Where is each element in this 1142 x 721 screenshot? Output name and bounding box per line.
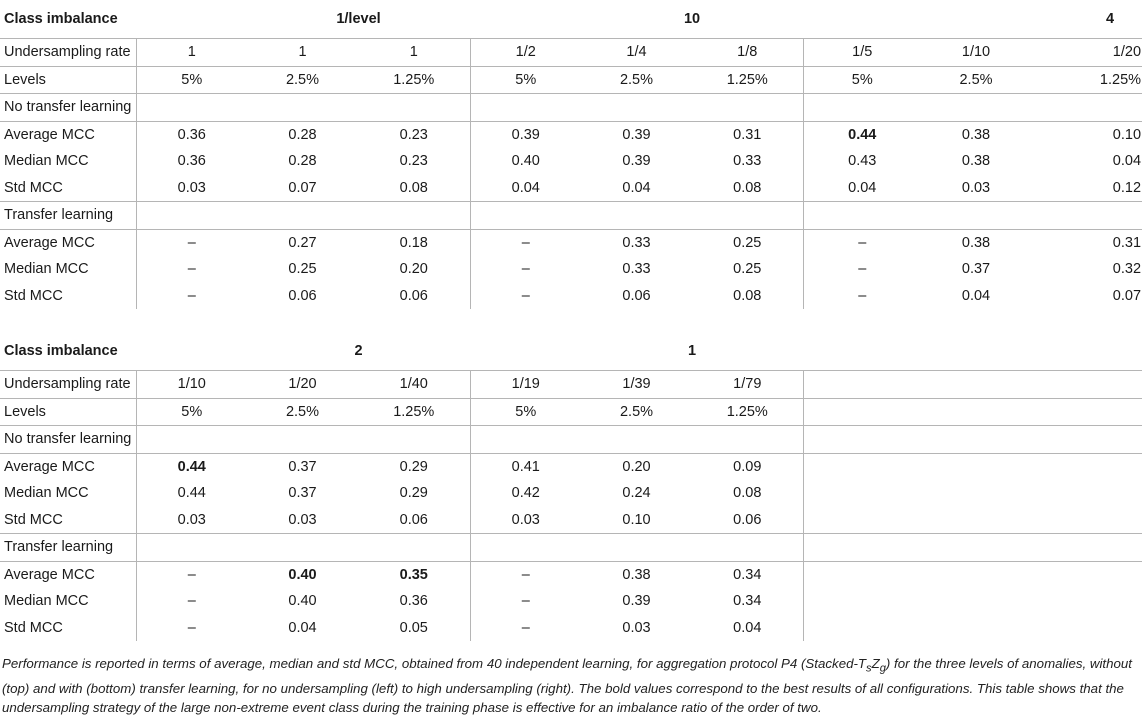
cell-value: 0.33 bbox=[622, 261, 651, 278]
cell-value: 0.37 bbox=[961, 261, 991, 278]
cell-value: 0.08 bbox=[358, 175, 470, 202]
cell-value: 1/40 bbox=[358, 371, 470, 399]
cell-value: – bbox=[858, 287, 867, 304]
cell-value: 0.04 bbox=[961, 287, 991, 304]
cell-value: 0.03 bbox=[136, 175, 247, 202]
cell-value: 2.5% bbox=[581, 398, 692, 426]
results-table-top bbox=[0, 0, 1142, 309]
no-tl-metric-row bbox=[0, 453, 1142, 480]
cell-value: – bbox=[858, 234, 867, 251]
cell-value: 0.06 bbox=[288, 287, 317, 304]
no-tl-metric-row-label: Std MCC bbox=[0, 175, 136, 202]
no-transfer-learning-row bbox=[0, 94, 1142, 122]
cell-value: 0.24 bbox=[622, 485, 651, 502]
cell-value: 0.33 bbox=[692, 148, 803, 175]
cell-value: 0.36 bbox=[177, 153, 206, 170]
cell-value: 0.03 bbox=[622, 619, 651, 636]
cell-value: 0.40 bbox=[288, 593, 317, 610]
cell-value: 5% bbox=[470, 66, 581, 94]
cell-value: 0.41 bbox=[511, 458, 540, 475]
cell-value: 0.44 bbox=[177, 485, 206, 502]
cell-value: 1/8 bbox=[692, 39, 803, 67]
cell-value: 0.03 bbox=[247, 507, 358, 534]
tl-metric-row-label: Average MCC bbox=[0, 561, 136, 588]
cell-value: 0.08 bbox=[692, 283, 803, 310]
tl-metric-row bbox=[0, 588, 1142, 615]
class-imbalance-group: 1 bbox=[687, 343, 697, 359]
cell-value: 1/20 bbox=[1031, 39, 1142, 67]
cell-value: 0.04 bbox=[470, 175, 581, 202]
cell-value: 0.39 bbox=[622, 126, 651, 143]
caption-sub-s: s bbox=[866, 662, 872, 675]
cell-value: 0.31 bbox=[1112, 234, 1142, 251]
cell-value: 1/10 bbox=[921, 39, 1031, 67]
tl-metric-row bbox=[0, 561, 1142, 588]
cell-value: 1/4 bbox=[581, 39, 692, 67]
cell-value: 0.06 bbox=[692, 507, 803, 534]
cell-value: 1.25% bbox=[1031, 66, 1142, 94]
cell-value: 0.10 bbox=[581, 507, 692, 534]
no-tl-metric-row bbox=[0, 148, 1142, 175]
cell-value: – bbox=[521, 261, 530, 278]
cell-value: – bbox=[858, 261, 867, 278]
no-transfer-learning-row-label: No transfer learning bbox=[0, 426, 136, 454]
no-tl-metric-row-label: Median MCC bbox=[0, 480, 136, 507]
cell-value: 0.33 bbox=[622, 234, 651, 251]
cell-value: 0.40 bbox=[288, 566, 317, 583]
cell-value: 5% bbox=[136, 66, 247, 94]
cell-value: – bbox=[521, 234, 530, 251]
cell-value: 1/39 bbox=[581, 371, 692, 399]
cell-value: 1.25% bbox=[358, 398, 470, 426]
cell-value: 0.10 bbox=[1112, 126, 1142, 143]
levels-row bbox=[0, 398, 1142, 426]
transfer-learning-row-label: Transfer learning bbox=[0, 534, 136, 562]
results-table-bottom bbox=[0, 332, 1142, 641]
cell-value: 1.25% bbox=[358, 66, 470, 94]
cell-value: 2.5% bbox=[921, 66, 1031, 94]
class-imbalance-group: 1/level bbox=[336, 11, 381, 27]
cell-value: 0.44 bbox=[177, 458, 206, 475]
transfer-learning-row-label: Transfer learning bbox=[0, 202, 136, 230]
tl-metric-row-label: Median MCC bbox=[0, 588, 136, 615]
class-imbalance-row bbox=[0, 332, 1142, 371]
tl-metric-row-label: Median MCC bbox=[0, 256, 136, 283]
cell-value: 0.04 bbox=[692, 615, 803, 642]
cell-value: 0.04 bbox=[581, 175, 692, 202]
cell-value: 0.40 bbox=[511, 153, 540, 170]
cell-value: 0.18 bbox=[358, 229, 470, 256]
cell-value: 1 bbox=[136, 39, 247, 67]
cell-value: 0.06 bbox=[622, 287, 651, 304]
cell-value: 0.29 bbox=[358, 453, 470, 480]
cell-value: – bbox=[187, 593, 196, 610]
cell-value: – bbox=[521, 593, 530, 610]
cell-value: 0.03 bbox=[136, 507, 247, 534]
cell-value: 0.27 bbox=[288, 234, 317, 251]
no-tl-metric-row bbox=[0, 121, 1142, 148]
cell-value: 1/2 bbox=[470, 39, 581, 67]
tl-metric-row-label: Std MCC bbox=[0, 283, 136, 310]
tl-metric-row bbox=[0, 256, 1142, 283]
cell-value: 2.5% bbox=[247, 66, 358, 94]
cell-value: 5% bbox=[136, 398, 247, 426]
cell-value: 0.28 bbox=[288, 126, 317, 143]
cell-value: 2.5% bbox=[581, 66, 692, 94]
cell-value: 0.05 bbox=[358, 615, 470, 642]
cell-value: 0.04 bbox=[803, 175, 921, 202]
undersampling-rate-row-label: Undersampling rate bbox=[0, 39, 136, 67]
tl-metric-row-label: Average MCC bbox=[0, 229, 136, 256]
undersampling-rate-row bbox=[0, 371, 1142, 399]
cell-value: – bbox=[521, 287, 530, 304]
cell-value: 0.25 bbox=[288, 261, 317, 278]
cell-value: 0.43 bbox=[848, 153, 877, 170]
class-imbalance-group: 4 bbox=[1105, 11, 1115, 27]
cell-value: 0.06 bbox=[358, 283, 470, 310]
cell-value: 1.25% bbox=[692, 398, 803, 426]
cell-value: – bbox=[187, 234, 196, 251]
cell-value: 0.37 bbox=[288, 485, 317, 502]
table-caption bbox=[2, 654, 1140, 717]
cell-value: 0.08 bbox=[692, 480, 803, 507]
cell-value: 0.03 bbox=[921, 175, 1031, 202]
no-transfer-learning-row bbox=[0, 426, 1142, 454]
cell-value: 1/10 bbox=[136, 371, 247, 399]
cell-value: – bbox=[521, 619, 530, 636]
transfer-learning-row bbox=[0, 534, 1142, 562]
cell-value: 0.03 bbox=[470, 507, 581, 534]
cell-value: – bbox=[187, 619, 196, 636]
tl-metric-row bbox=[0, 615, 1142, 642]
class-imbalance-label: Class imbalance bbox=[4, 343, 118, 359]
cell-value: 0.07 bbox=[247, 175, 358, 202]
tl-metric-row bbox=[0, 229, 1142, 256]
levels-row-label: Levels bbox=[0, 66, 136, 94]
tl-metric-row-label: Std MCC bbox=[0, 615, 136, 642]
no-tl-metric-row-label: Median MCC bbox=[0, 148, 136, 175]
cell-value: 0.38 bbox=[961, 234, 991, 251]
cell-value: 0.20 bbox=[358, 256, 470, 283]
cell-value: 1/20 bbox=[247, 371, 358, 399]
cell-value: 0.09 bbox=[692, 453, 803, 480]
cell-value: 0.20 bbox=[622, 458, 651, 475]
cell-value: 0.07 bbox=[1112, 287, 1142, 304]
cell-value: 2.5% bbox=[247, 398, 358, 426]
levels-row bbox=[0, 66, 1142, 94]
cell-value: 0.36 bbox=[358, 588, 470, 615]
cell-value: 5% bbox=[470, 398, 581, 426]
no-transfer-learning-row-label: No transfer learning bbox=[0, 94, 136, 122]
cell-value: 0.39 bbox=[622, 153, 651, 170]
caption-part1: Performance is reported in terms of average, median and std MCC, obtained from 40 independent learning, for aggregation protocol P4 (Stacked-T bbox=[2, 656, 867, 671]
cell-value: 0.39 bbox=[622, 593, 651, 610]
cell-value: 5% bbox=[803, 66, 921, 94]
cell-value: 0.38 bbox=[961, 126, 991, 143]
transfer-learning-row bbox=[0, 202, 1142, 230]
cell-value: 0.25 bbox=[692, 256, 803, 283]
no-tl-metric-row bbox=[0, 175, 1142, 202]
cell-value: 0.29 bbox=[358, 480, 470, 507]
cell-value: 1/19 bbox=[470, 371, 581, 399]
cell-value: 0.36 bbox=[177, 126, 206, 143]
class-imbalance-group: 10 bbox=[683, 11, 701, 27]
cell-value: 0.34 bbox=[692, 561, 803, 588]
cell-value: – bbox=[187, 261, 196, 278]
caption-part2: ) for the three levels of anomalies, without (top) and with (bottom) transfer learning, for no undersampling (left) to high undersampling (right). The bold values correspond to the best results of all configurations. This table shows that the undersampling strategy of the large non-extreme event class during the training phase is effective for an imbalance ratio of the order of two. bbox=[2, 656, 1133, 715]
cell-value: 0.42 bbox=[511, 485, 540, 502]
cell-value: 1/5 bbox=[803, 39, 921, 67]
cell-value: 0.28 bbox=[288, 153, 317, 170]
cell-value: 0.25 bbox=[692, 229, 803, 256]
cell-value: 0.39 bbox=[511, 126, 540, 143]
cell-value: – bbox=[187, 566, 196, 583]
cell-value: 1.25% bbox=[692, 66, 803, 94]
class-imbalance-group: 2 bbox=[354, 343, 363, 359]
tl-metric-row bbox=[0, 283, 1142, 310]
cell-value: – bbox=[521, 566, 530, 583]
cell-value: 0.23 bbox=[358, 148, 470, 175]
cell-value: 0.04 bbox=[1112, 153, 1142, 170]
cell-value: 0.12 bbox=[1031, 175, 1142, 202]
cell-value: 0.38 bbox=[961, 153, 991, 170]
cell-value: 0.32 bbox=[1112, 261, 1142, 278]
no-tl-metric-row bbox=[0, 507, 1142, 534]
no-tl-metric-row bbox=[0, 480, 1142, 507]
no-tl-metric-row-label: Average MCC bbox=[0, 453, 136, 480]
class-imbalance-row bbox=[0, 0, 1142, 39]
cell-value: 0.38 bbox=[622, 566, 651, 583]
class-imbalance-label: Class imbalance bbox=[4, 11, 118, 27]
cell-value: 0.31 bbox=[692, 121, 803, 148]
cell-value: 0.35 bbox=[358, 561, 470, 588]
caption-mid: Z bbox=[871, 656, 880, 671]
cell-value: 0.23 bbox=[358, 121, 470, 148]
levels-row-label: Levels bbox=[0, 398, 136, 426]
cell-value: – bbox=[187, 287, 196, 304]
cell-value: 1 bbox=[247, 39, 358, 67]
cell-value: 0.44 bbox=[848, 126, 877, 143]
cell-value: 0.06 bbox=[358, 507, 470, 534]
cell-value: 1 bbox=[358, 39, 470, 67]
cell-value: 0.08 bbox=[692, 175, 803, 202]
caption-sub-g: g bbox=[879, 662, 886, 675]
cell-value: 0.37 bbox=[288, 458, 317, 475]
undersampling-rate-row-label: Undersampling rate bbox=[0, 371, 136, 399]
cell-value: 0.04 bbox=[288, 619, 317, 636]
no-tl-metric-row-label: Average MCC bbox=[0, 121, 136, 148]
no-tl-metric-row-label: Std MCC bbox=[0, 507, 136, 534]
cell-value: 1/79 bbox=[692, 371, 803, 399]
undersampling-rate-row bbox=[0, 39, 1142, 67]
cell-value: 0.34 bbox=[692, 588, 803, 615]
